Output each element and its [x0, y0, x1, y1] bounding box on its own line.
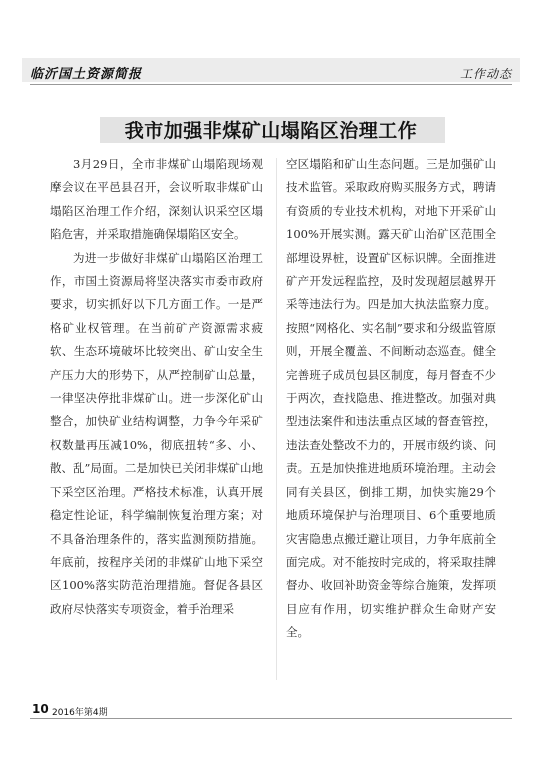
article-column-right	[286, 153, 496, 645]
section-name: 工作动态	[459, 67, 512, 81]
issue-label: 2016年第4期	[52, 708, 108, 718]
journal-name: 临沂国土资源简报	[30, 67, 143, 82]
article-paragraph: 3月29日，全市非煤矿山塌陷现场观摩会议在平邑县召开，会议听取非煤矿山塌陷区治理工作介绍，深刻认识采空区塌陷危害，并采取措施确保塌陷区安全。	[50, 157, 263, 242]
article-paragraph: 空区塌陷和矿山生态问题。三是加强矿山技术监管。采取政府购买服务方式，聘请有资质的专业技术机构，对地下开采矿山100%开展实测。露天矿山治矿区范围全部埋设界桩，设置矿区标识牌。全面推进矿产开发远程监控，及时发现超层越界开采等违法行为。四是加大执法监察力度。按照“网格化、实名制”要求和分级监管原则，开展全覆盖、不间断动态巡查。健全完善班子成员包县区制度，每月督查不少于两次，查找隐患、推进整改。加强对典型违法案件和违法重点区域的督查管控，违法查处整改不力的，开展市级约谈、问责。五是加快推进地质环境治理。主动会同有关县区，倒排工期，加快实施29个地质环境保护与治理项目、6个重要地质灾害隐患点搬迁避让项目，力争年底前全面完成。对不能按时完成的，将采取挂牌督办、收回补助资金等综合施策，发挥项目应有作用，切实维护群众生命财产安全。	[286, 157, 496, 640]
column-divider	[276, 158, 277, 680]
header-divider	[30, 84, 512, 85]
footer-divider	[30, 718, 512, 719]
page-number: 10	[32, 702, 49, 716]
article-column-left	[50, 153, 263, 621]
article-paragraph: 为进一步做好非煤矿山塌陷区治理工作，市国土资源局将坚决落实市委市政府要求，切实抓好以下几方面工作。一是严格矿业权管理。在当前矿产资源需求疲软、生态环境破坏比较突出、矿山安全生产压力大的形势下，从严控制矿山总量，一律坚决停批非煤矿山。进一步深化矿山整合，加快矿业结构调整，力争今年采矿权数量再压减10%，彻底扭转“多、小、散、乱”局面。二是加快已关闭非煤矿山地下采空区治理。严格技术标准，认真开展稳定性论证，科学编制恢复治理方案；对不具备治理条件的，落实监测预防措施。年底前，按程序关闭的非煤矿山地下采空区100%落实防范治理措施。督促各县区政府尽快落实专项资金，着手治理采	[50, 250, 263, 616]
article-title: 我市加强非煤矿山塌陷区治理工作	[124, 120, 418, 142]
